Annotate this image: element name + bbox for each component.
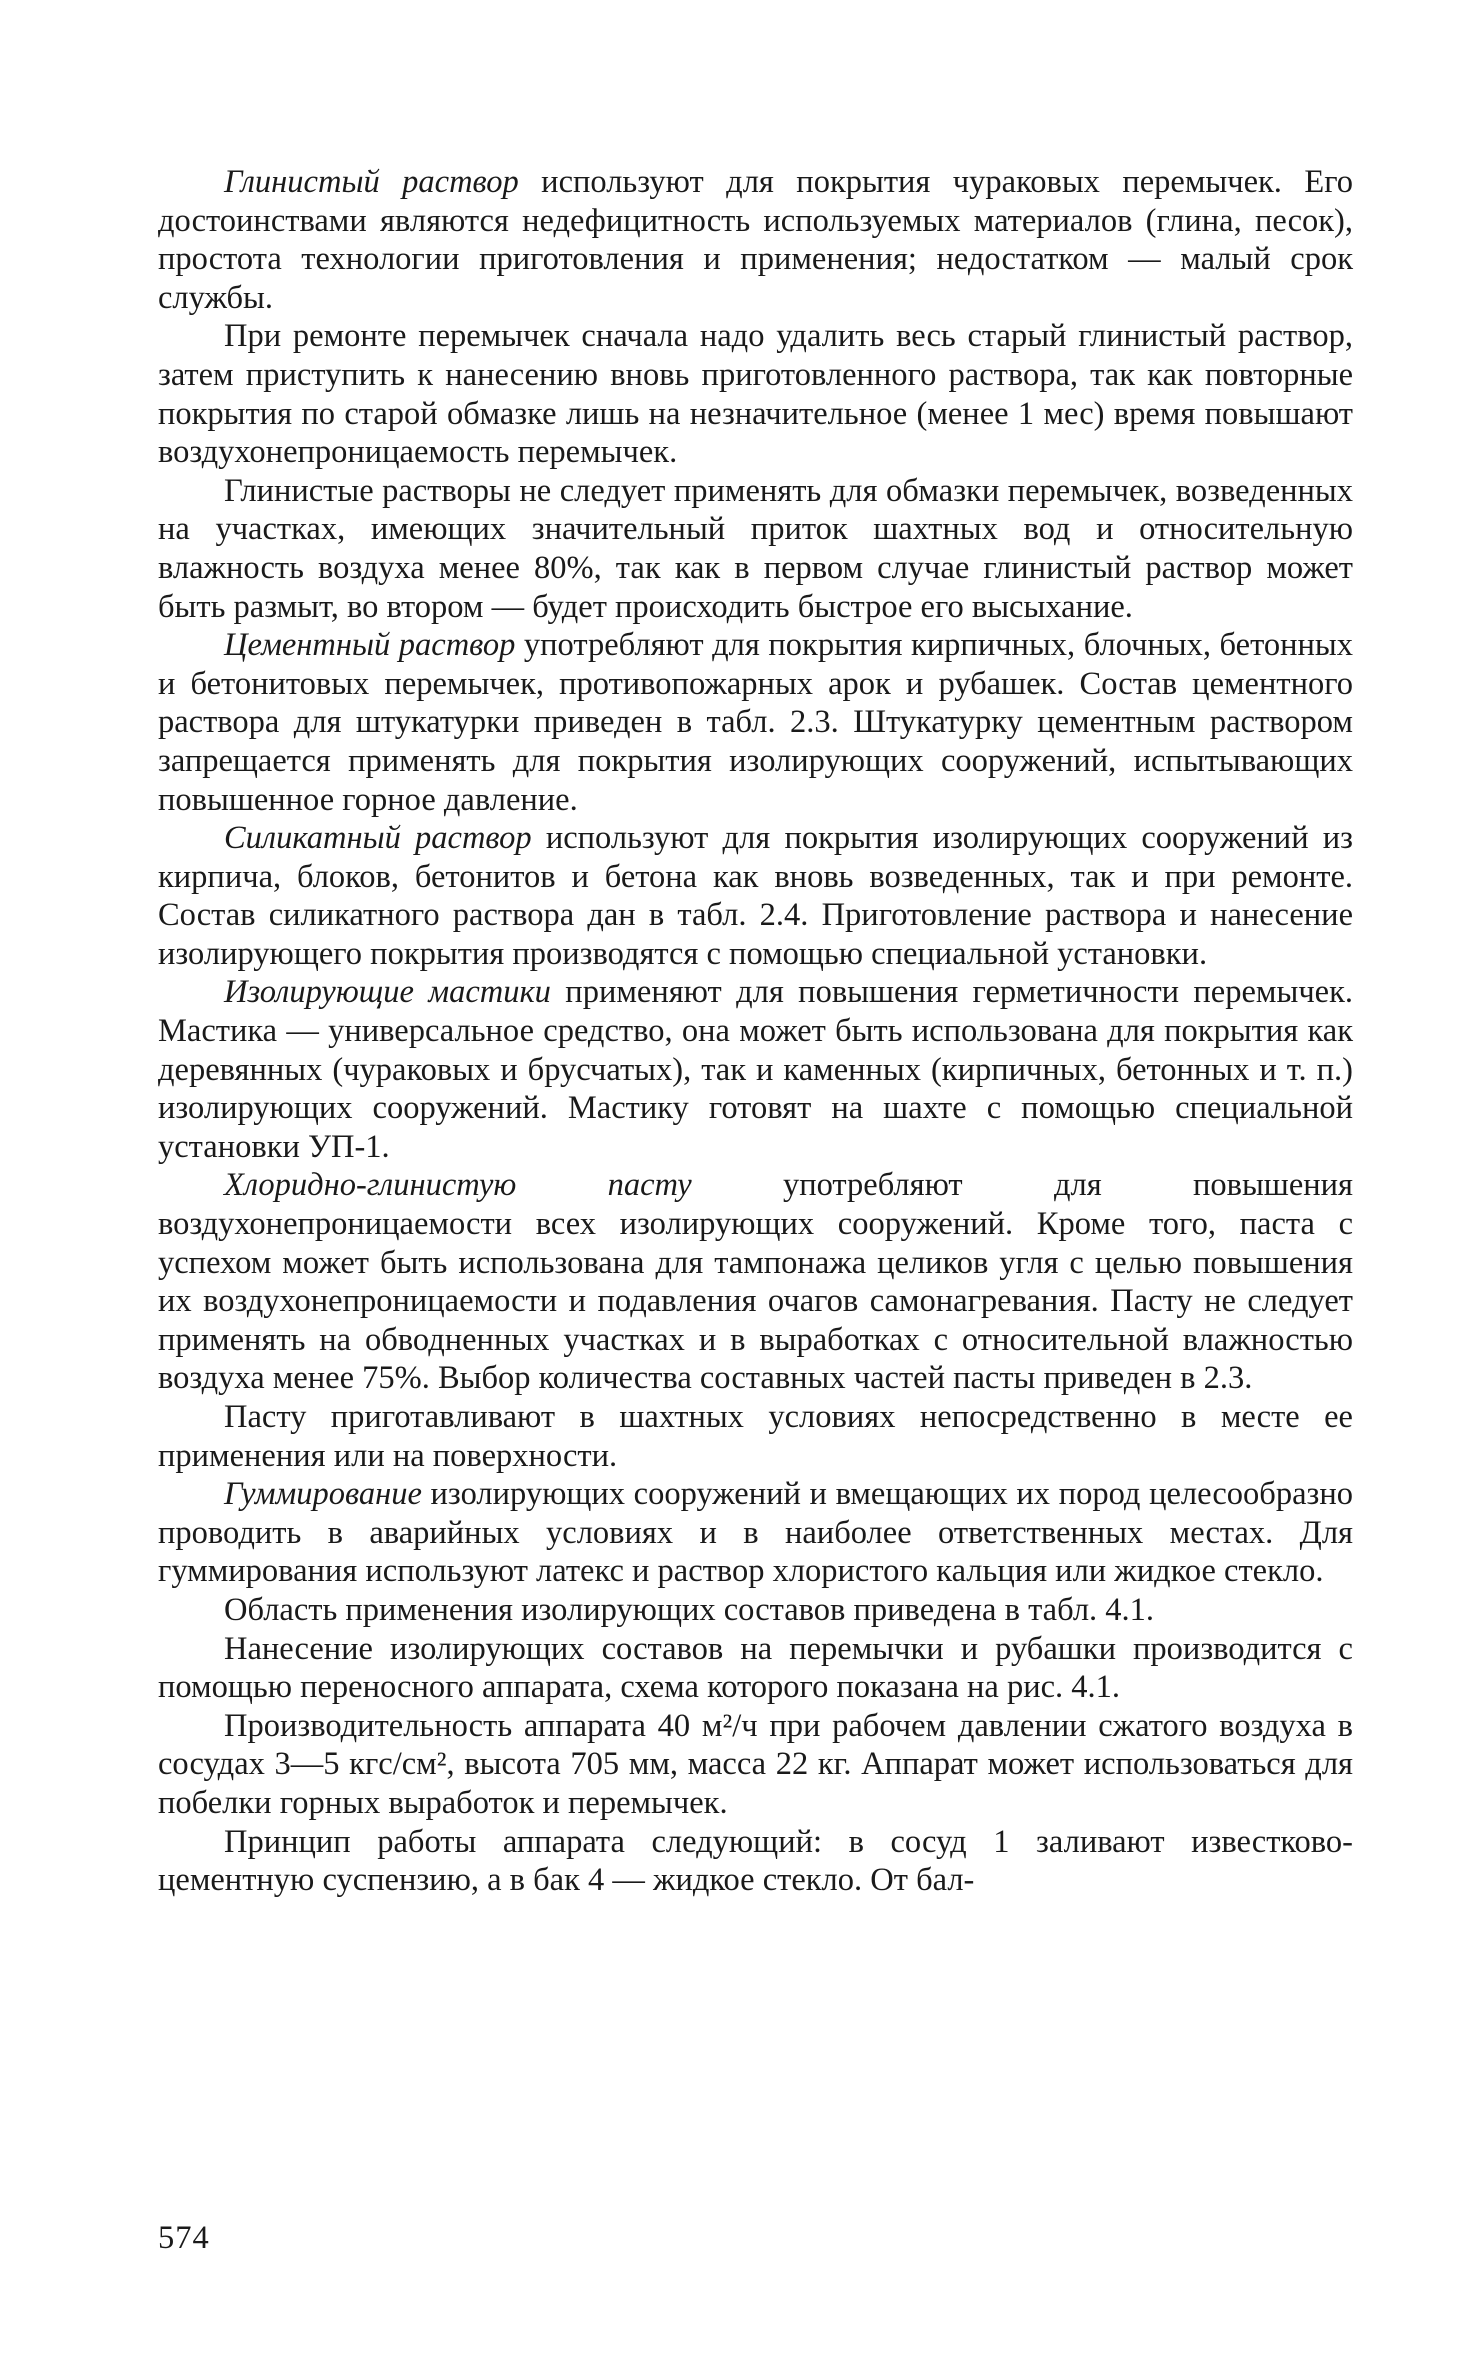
paragraph-text: Область применения изолирующих составов приведена в табл. 4.1. [224,1591,1155,1628]
paragraph-text: Нанесение изолирующих составов на перемычки и рубашки производится с помощью переносного аппарата, схема которого показана на рис. 4.1. [158,1630,1353,1706]
paragraph-text: Производительность аппарата 40 м²/ч при рабочем давлении сжатого воздуха в сосудах 3—5 кгс/см², высота 705 мм, масса 22 кг. Аппарат может использоваться для побелки горных выработок и перемычек. [158,1707,1353,1821]
paragraph-clay-restrictions [158,472,1353,626]
paragraph-operation-principle [158,1823,1353,1900]
page-number: 574 [158,2220,210,2256]
paragraph-text: изолирующих сооружений и вмещающих их пород целесообразно проводить в аварийных условиях и в наиболее ответственных местах. Для гуммирования используют латекс и раствор хлористого кальция или жидкое стекло. [158,1476,1353,1590]
paragraph-text: При ремонте перемычек сначала надо удалить весь старый глинистый раствор, затем приступить к нанесению вновь приготовленного раствора, так как повторные покрытия по старой обмазке лишь на незначительное (менее 1 мес) время повышают воздухонепроницаемость перемычек. [158,318,1353,471]
term-mastics: Изолирующие мастики [224,974,551,1011]
term-gumming: Гуммирование [224,1476,422,1513]
paragraph-text: применяют для повышения герметичности перемычек. Мастика — универсальное средство, она может быть использована для покрытия как деревянных (чураковых и брусчатых), так и каменных (кирпичных, бетонных и т. п.) изолирующих сооружений. Мастику готовят на шахте с помощью специальной установки УП-1. [158,974,1353,1165]
term-clay-mortar: Глинистый раствор [224,164,519,200]
page-body [158,163,1353,1900]
paragraph-performance [158,1707,1353,1823]
paragraph-paste-preparation [158,1398,1353,1475]
paragraph-application-area [158,1591,1353,1630]
paragraph-text: Глинистые растворы не следует применять для обмазки перемычек, возведенных на участках, имеющих значительный приток шахтных вод и относительную влажность воздуха менее 80%, так как в первом случае глинистый раствор может быть размыт, во втором — будет происходить быстрое его высыхание. [158,472,1353,625]
paragraph-mastics [158,973,1353,1166]
paragraph-text: Пасту приготавливают в шахтных условиях непосредственно в месте ее применения или на поверхности. [158,1399,1353,1474]
paragraph-silicate-mortar [158,819,1353,973]
term-chloride-clay-paste: Хлоридно-глинистую пасту [224,1167,692,1204]
paragraph-cement-mortar [158,626,1353,819]
paragraph-text: используют для покрытия чураковых перемычек. Его достоинствами являются недефицитность используемых материалов (глина, песок), простота технологии приготовления и применения; недостатком — малый срок службы. [158,164,1353,316]
paragraph-chloride-clay-paste [158,1166,1353,1398]
paragraph-text: употребляют для повышения воздухонепроницаемости всех изолирующих сооружений. Кроме того, паста с успехом может быть использована для тампонажа целиков угля с целью повышения их воздухонепроницаемости и подавления очагов самонагревания. Пасту не следует применять на обводненных участках и в выработках с относительной влажностью воздуха менее 75%. Выбор количества составных частей пасты приведен в 2.3. [158,1167,1353,1397]
paragraph-text: Принцип работы аппарата следующий: в сосуд 1 заливают известково-цементную суспензию, а в бак 4 — жидкое стекло. От бал- [158,1823,1353,1899]
paragraph-gumming [158,1475,1353,1591]
paragraph-clay-mortar [158,163,1353,317]
paragraph-text: употребляют для покрытия кирпичных, блочных, бетонных и бетонитовых перемычек, противопожарных арок и рубашек. Состав цементного раствора для штукатурки приведен в табл. 2.3. Штукатурку цементным раствором запрещается применять для покрытия изолирующих сооружений, испытывающих повышенное горное давление. [158,627,1353,818]
paragraph-text: используют для покрытия изолирующих сооружений из кирпича, блоков, бетонитов и бетона как вновь возведенных, так и при ремонте. Состав силикатного раствора дан в табл. 2.4. Приготовление раствора и нанесение изолирующего покрытия производятся с помощью специальной установки. [158,820,1354,972]
term-silicate-mortar: Силикатный раствор [224,820,532,857]
term-cement-mortar: Цементный раствор [224,627,516,664]
paragraph-application-method [158,1630,1353,1707]
paragraph-repair [158,317,1353,471]
